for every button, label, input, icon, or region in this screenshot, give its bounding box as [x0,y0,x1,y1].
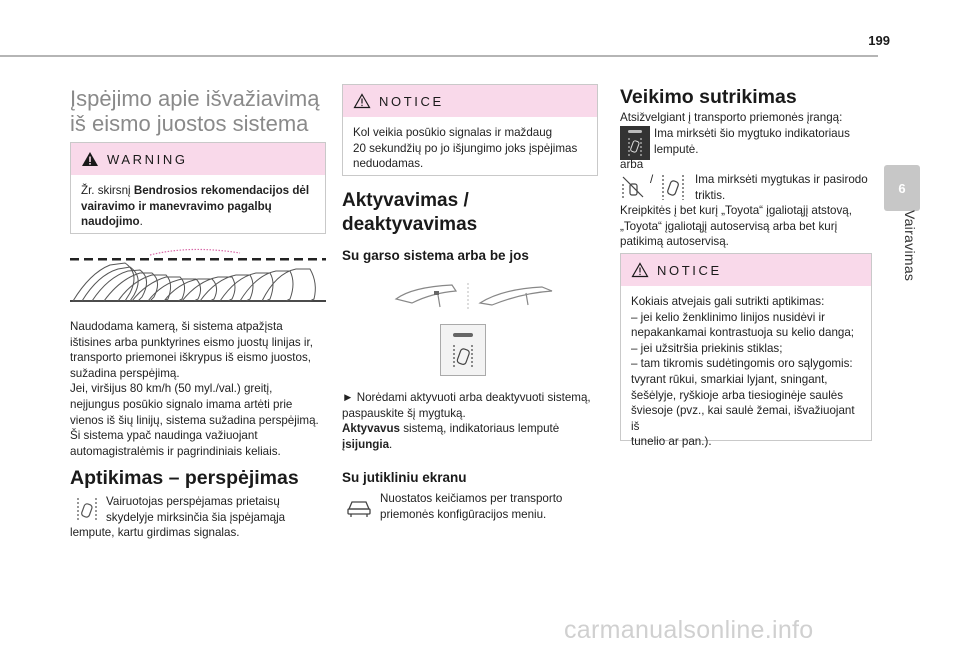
text-line: lemputė. [654,142,699,156]
watermark: carmanualsonline.info [564,616,814,644]
text-line: nepakankamai kontrastuoja su kelio danga; [631,326,855,340]
text-line: – jei užsitršia priekinis stiklas; [631,341,783,355]
activation-status-end [342,437,604,453]
text-line: šešėlyje, ryškioje arba tiesioginėje saulės [631,388,844,402]
chapter-label: Vairavimas [902,210,918,282]
activation-heading-line1: Aktyvavimas / [342,190,469,211]
page-number: 199 [868,33,890,48]
text-line: triktis. [695,188,726,202]
text-line: vienos iš šių linijų, sistema sužadina perspėjimą. [70,413,319,427]
malfunction-item2 [695,172,870,203]
notice-header [621,254,871,286]
text-line: tunelio ar pan.). [631,435,712,449]
section-title [70,86,319,136]
malfunction-item1 [654,126,870,157]
lane-departure-car-icon [70,243,326,305]
steering-button-location [392,281,556,313]
text-line: Kol veikia posūkio signalas ir maždaug [353,126,553,139]
steering-wheel-icon [392,281,556,313]
text-line: „Toyota“ įgaliotąjį autoservisą arba bet kurį [620,219,838,233]
text-line: patikimą autoservisą. [620,235,729,249]
text-line: neįjungus posūkio signalo imama artėti prie [70,397,293,411]
warning-label: WARNING [107,151,188,167]
warning-triangle-icon [81,151,99,167]
activation-heading-line2: deaktyvavimas [342,214,478,235]
malfunction-button-icon-box [620,126,650,160]
warning-box [70,142,326,234]
audio-system-subheading: Su garso sistema arba be jos [342,248,529,263]
warning-text-prefix: Žr. skirsnį [81,184,134,197]
lane-assist-button[interactable] [440,324,486,376]
lane-departure-lamp-icon [76,496,98,524]
touchscreen-subheading: Su jutikliniu ekranu [342,470,467,485]
status-keyword: Aktyvavus [342,422,401,436]
status-keyword: įsijungia [342,437,390,451]
lane-departure-illustration [70,243,326,305]
section-title-line2: iš eismo juostos sistema [70,111,309,136]
text-line: Ši sistema ypač naudinga važiuojant [70,429,258,443]
text-line: 20 sekundžių po jo išjungimo joks įspėjimas [353,141,578,155]
text-line: tvyrant rūkui, smarkiai lyjant, sningant, [631,372,828,386]
text-line: – tam tikromis sudėtingomis oro sąlygomis: [631,357,853,371]
vehicle-settings-icon [346,497,372,519]
malfunction-heading: Veikimo sutrikimas [620,86,797,108]
text-line: Vairuotojas perspėjamas prietaisų [106,495,280,508]
alert-description [70,494,330,541]
text-line: šviesoje (pvz., kai saulė žemai, išvažiuojant iš [631,404,855,433]
lane-departure-warning-icon [660,172,686,202]
notice-header [343,85,597,117]
service-contact-text [620,203,876,250]
text-line: – jei kelio ženklinimo linijos nusidėvi ir [631,310,825,324]
touchscreen-description [342,491,604,522]
warning-header [71,143,325,175]
text-line: ištisines arba punktyrines eismo juostų linijas ir, [70,335,313,349]
notice-label: NOTICE [657,262,722,278]
header-rule [0,55,878,57]
text-line: neduodamas. [353,157,424,171]
text-line: Ima mirksėti šio mygtuko indikatoriaus [654,127,850,140]
notice-box-activation [342,84,598,176]
notice-triangle-icon [631,262,649,278]
notice-label: NOTICE [379,93,444,109]
text-line: Jei, viršijus 80 km/h (50 myl./val.) greitį, [70,382,273,396]
text-line: Nuostatos keičiamos per transporto [380,492,563,505]
lane-departure-off-icon [620,174,646,200]
activation-heading [342,189,477,237]
text-line: Kokiais atvejais gali sutrikti aptikimas: [631,295,825,308]
activation-instruction [342,390,604,452]
status-text: sistemą, indikatoriaus lemputė [400,422,560,436]
text-line: skydelyje mirksinčia šia įspėjamąja [106,510,286,524]
notice-box-detection [620,253,872,449]
notice-triangle-icon [353,93,371,109]
alert-heading: Aptikimas – perspėjimas [70,467,299,489]
warning-text-suffix: . [139,215,143,229]
text-line: priemonės konfigūracijos meniu. [380,507,547,521]
text-line: lempute, kartu girdimas signalas. [70,526,240,540]
activation-status [342,421,604,437]
chapter-tab[interactable]: 6 [884,165,920,211]
lane-assist-indicator-icon [620,126,650,160]
icon-separator: / [650,173,654,186]
malfunction-intro: Atsižvelgiant į transporto priemonės įrangą: [620,111,843,124]
status-text: . [389,437,393,451]
text-line: ► Norėdami aktyvuoti arba deaktyvuoti sistemą, [342,391,591,404]
text-line: paspauskite šį mygtuką. [342,406,466,420]
warning-text-reference: Bendrosios rekomendacijos dėl vairavimo ir manevravimo pagalbų naudojimo [81,184,310,229]
warning-text [71,175,325,238]
text-line: Naudodama kamerą, ši sistema atpažįsta [70,320,283,333]
text-line: Kreipkitės į bet kurį „Toyota“ įgaliotąjį atstovą, [620,204,852,217]
text-line: sužadina perspėjimą. [70,366,180,380]
text-line: Ima mirksėti mygtukas ir pasirodo [695,173,868,186]
text-line: automagistralėmis ir pagrindiniais keliais. [70,444,281,458]
notice-text [621,286,871,458]
lane-assist-button-icon [441,325,485,375]
or-text: arba [620,158,644,171]
section-title-line1: Įspėjimo apie išvažiavimą [70,86,320,111]
intro-text [70,319,330,459]
notice-text [343,117,597,180]
text-line: transporto priemonei iškrypus iš eismo juostos, [70,351,311,365]
malfunction-icons [620,172,690,204]
